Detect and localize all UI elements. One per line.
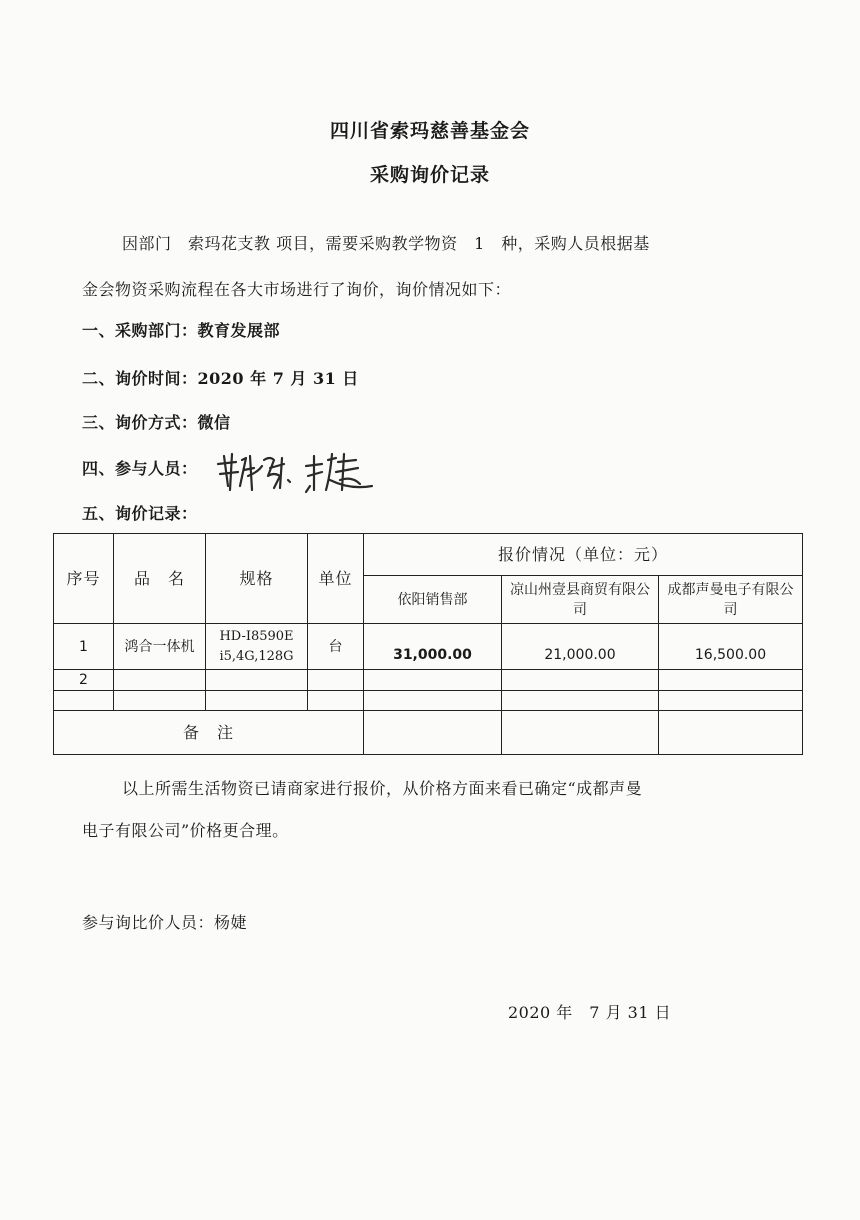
item-label: 四、参与人员： xyxy=(82,459,198,478)
handwritten-signature xyxy=(210,446,390,502)
item-label: 五、询价记录： xyxy=(82,504,198,523)
inquiry-time-line xyxy=(82,366,359,389)
quotation-table xyxy=(53,533,803,755)
participants-line xyxy=(82,456,198,479)
row-spec: HD-I8590E i5,4G,128G xyxy=(206,624,308,670)
intro-line-1: 因部门 索玛花支教 项目，需要采购教学物资 1 种，采购人员根据基 xyxy=(122,234,650,253)
table-row xyxy=(54,691,803,711)
row-seq: 1 xyxy=(54,624,114,670)
header-quote: 报价情况（单位：元） xyxy=(364,534,803,576)
intro-paragraph xyxy=(82,221,782,313)
intro-line-2: 金会物资采购流程在各大市场进行了询价，询价情况如下： xyxy=(82,280,512,299)
vendor-1-header: 依阳销售部 xyxy=(364,576,502,624)
table-row xyxy=(54,670,803,691)
row-price-vendor-2: 21,000.00 xyxy=(502,624,659,670)
purchase-department-line xyxy=(82,318,280,341)
header-name: 品 名 xyxy=(114,534,206,624)
remark-label: 备 注 xyxy=(54,711,364,755)
footer-date: 2020 年 7 月 31 日 xyxy=(508,1003,672,1022)
conclusion-paragraph xyxy=(82,768,782,852)
vendor-3-header: 成都声曼电子有限公司 xyxy=(659,576,803,624)
item-value: 2020 年 7 月 31 日 xyxy=(197,369,359,388)
item-label: 二、询价时间： xyxy=(82,369,198,388)
row-price-vendor-3: 16,500.00 xyxy=(659,624,803,670)
item-label: 三、询价方式： xyxy=(82,413,198,432)
conclusion-line-2: 电子有限公司”价格更合理。 xyxy=(82,821,289,840)
conclusion-line-1: 以上所需生活物资已请商家进行报价，从价格方面来看已确定“成都声曼 xyxy=(122,779,643,798)
remark-row xyxy=(54,711,803,755)
row-price-vendor-1: 31,000.00 xyxy=(364,624,502,670)
row-unit: 台 xyxy=(308,624,364,670)
item-label: 一、采购部门： xyxy=(82,321,198,340)
item-value: 教育发展部 xyxy=(197,321,281,340)
inquiry-participants: 参与询比价人员：杨婕 xyxy=(82,913,248,932)
table-row xyxy=(54,624,803,670)
vendor-2-header: 凉山州壹县商贸有限公司 xyxy=(502,576,659,624)
inquiry-method-line xyxy=(82,410,231,433)
inquiry-record-line xyxy=(82,501,198,524)
row-name: 鸿合一体机 xyxy=(114,624,206,670)
document-title: 采购询价记录 xyxy=(369,164,490,186)
organization-title: 四川省索玛慈善基金会 xyxy=(329,120,530,142)
header-unit: 单位 xyxy=(308,534,364,624)
header-seq: 序号 xyxy=(54,534,114,624)
header-spec: 规格 xyxy=(206,534,308,624)
item-value: 微信 xyxy=(197,413,231,432)
row-seq: 2 xyxy=(54,670,114,691)
